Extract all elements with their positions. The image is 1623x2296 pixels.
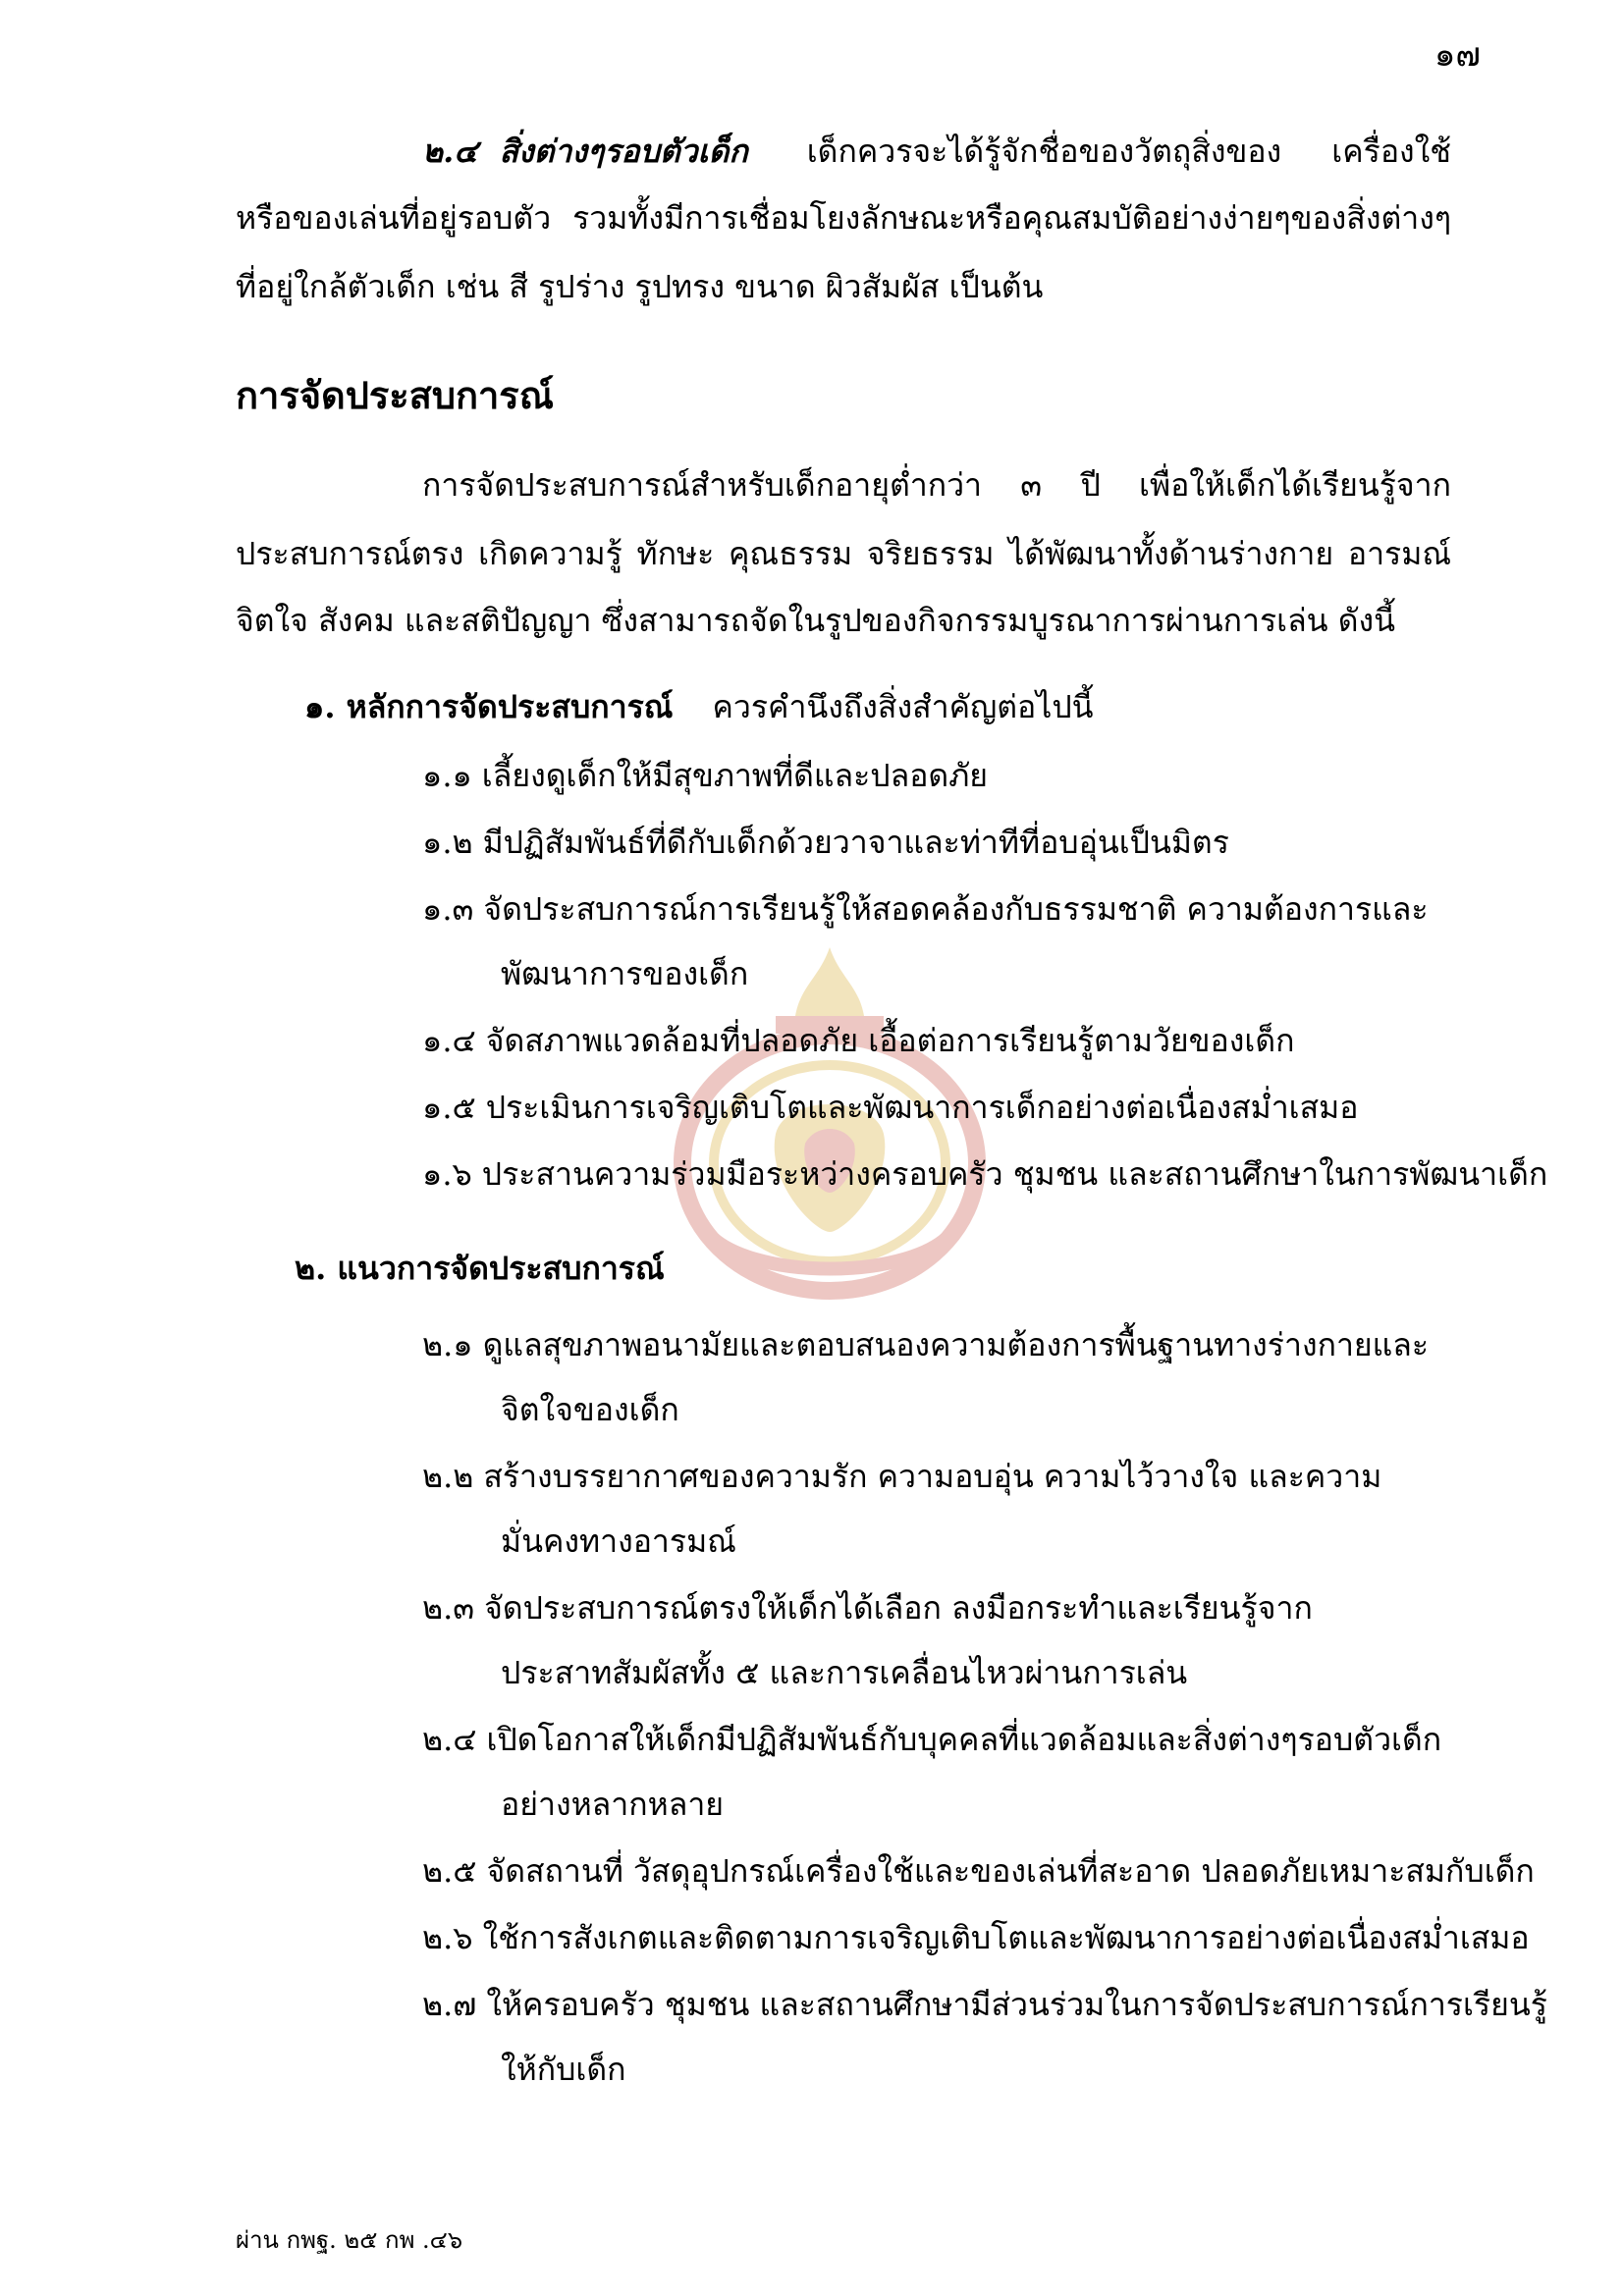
list-item-text: จัดประสบการณ์ตรงให้เด็กได้เลือก ลงมือกระทำและเรียนรู้จาก bbox=[484, 1589, 1313, 1627]
list-item bbox=[422, 1453, 1381, 1500]
paragraph-line-3: จิตใจ สังคม และสติปัญญา ซึ่งสามารถจัดในรูปของกิจกรรมบูรณาการผ่านการเล่น ดังนี้ bbox=[236, 602, 1395, 639]
list-item-text: เลี้ยงดูเด็กให้มีสุขภาพที่ดีและปลอดภัย bbox=[481, 757, 989, 794]
paragraph-line-2: ประสบการณ์ตรง เกิดความรู้ ทักษะ คุณธรรม จริยธรรม ได้พัฒนาทั้งด้านร่างกาย อารมณ์ bbox=[236, 535, 1451, 572]
list-item-continuation: พัฒนาการของเด็ก bbox=[501, 955, 749, 992]
list-item-number: ๑.๖ bbox=[422, 1155, 472, 1193]
list-item-continuation: ให้กับเด็ก bbox=[501, 2051, 626, 2088]
list-item-text: ให้ครอบครัว ชุมชน และสถานศึกษามีส่วนร่วมในการจัดประสบการณ์การเรียนรู้ bbox=[486, 1986, 1547, 2023]
list-item-text: สร้างบรรยากาศของความรัก ความอบอุ่น ความไว้วางใจ และความ bbox=[483, 1458, 1382, 1495]
intro-line-1 bbox=[422, 128, 1451, 175]
intro-line-2: หรือของเล่นที่อยู่รอบตัว รวมทั้งมีการเชื่อมโยงลักษณะหรือคุณสมบัติอย่างง่ายๆของสิ่งต่างๆ bbox=[236, 199, 1451, 237]
list-item bbox=[422, 1321, 1429, 1368]
list-item bbox=[422, 1584, 1313, 1631]
footer-note: ผ่าน กพฐ. ๒๕ กพ .๔๖ bbox=[236, 2226, 463, 2254]
section1-heading-line bbox=[304, 683, 1094, 730]
list-item-number: ๒.๗ bbox=[422, 1986, 477, 2023]
list-item-text: ประเมินการเจริญเติบโตและพัฒนาการเด็กอย่างต่อเนื่องสม่ำเสมอ bbox=[485, 1089, 1359, 1126]
list-item-text: เปิดโอกาสให้เด็กมีปฏิสัมพันธ์กับบุคคลที่แวดล้อมและสิ่งต่างๆรอบตัวเด็ก bbox=[486, 1721, 1442, 1758]
list-item bbox=[422, 1017, 1294, 1064]
intro-line-1-text: เด็กควรจะได้รู้จักชื่อของวัตถุสิ่งของ เครื่องใช้ bbox=[806, 133, 1451, 170]
intro-line-3: ที่อยู่ใกล้ตัวเด็ก เช่น สี รูปร่าง รูปทรง ขนาด ผิวสัมผัส เป็นต้น bbox=[236, 268, 1044, 305]
section2-heading-line bbox=[295, 1245, 665, 1292]
list-item-text: ประสานความร่วมมือระหว่างครอบครัว ชุมชน และสถานศึกษาในการพัฒนาเด็ก bbox=[481, 1155, 1548, 1193]
list-item-number: ๒.๑ bbox=[422, 1326, 473, 1363]
section1-note: ควรคำนึงถึงสิ่งสำคัญต่อไปนี้ bbox=[712, 688, 1094, 725]
page-number: ๑๗ bbox=[1434, 35, 1481, 75]
list-item-number: ๑.๕ bbox=[422, 1089, 476, 1126]
list-item-number: ๒.๓ bbox=[422, 1589, 475, 1627]
list-item-continuation: มั่นคงทางอารมณ์ bbox=[501, 1522, 736, 1560]
list-item bbox=[422, 752, 988, 799]
section1-heading: ๑. หลักการจัดประสบการณ์ bbox=[304, 688, 674, 725]
list-item bbox=[422, 885, 1429, 933]
list-item-text: จัดประสบการณ์การเรียนรู้ให้สอดคล้องกับธรรมชาติ ความต้องการและ bbox=[483, 890, 1429, 928]
intro-number: ๒.๔ bbox=[422, 133, 478, 170]
list-item bbox=[422, 1716, 1441, 1763]
list-item-number: ๑.๑ bbox=[422, 757, 472, 794]
section-heading: การจัดประสบการณ์ bbox=[236, 373, 554, 417]
list-item-number: ๑.๒ bbox=[422, 824, 473, 861]
list-item bbox=[422, 1084, 1358, 1131]
list-item-number: ๑.๓ bbox=[422, 890, 474, 928]
list-item-text: จัดสถานที่ วัสดุอุปกรณ์เครื่องใช้และของเล่นที่สะอาด ปลอดภัยเหมาะสมกับเด็ก bbox=[486, 1852, 1535, 1890]
list-item bbox=[422, 1914, 1530, 1961]
list-item-number: ๒.๔ bbox=[422, 1721, 477, 1758]
list-item bbox=[422, 1847, 1535, 1895]
intro-title: สิ่งต่างๆรอบตัวเด็ก bbox=[499, 133, 748, 170]
paragraph-line-1: การจัดประสบการณ์สำหรับเด็กอายุต่ำกว่า ๓ ปี เพื่อให้เด็กได้เรียนรู้จาก bbox=[422, 466, 1451, 504]
list-item bbox=[422, 1981, 1547, 2028]
list-item-continuation: อย่างหลากหลาย bbox=[501, 1786, 725, 1823]
list-item bbox=[422, 1150, 1547, 1198]
list-item-number: ๒.๕ bbox=[422, 1852, 477, 1890]
list-item-number: ๑.๔ bbox=[422, 1022, 476, 1059]
list-item-continuation: ประสาทสัมผัสทั้ง ๕ และการเคลื่อนไหวผ่านการเล่น bbox=[501, 1654, 1188, 1691]
section2-heading: ๒. แนวการจัดประสบการณ์ bbox=[295, 1250, 665, 1287]
list-item-text: มีปฏิสัมพันธ์ที่ดีกับเด็กด้วยวาจาและท่าทีที่อบอุ่นเป็นมิตร bbox=[482, 824, 1229, 861]
list-item-text: ใช้การสังเกตและติดตามการเจริญเติบโตและพัฒนาการอย่างต่อเนื่องสม่ำเสมอ bbox=[482, 1919, 1530, 1956]
list-item-number: ๒.๒ bbox=[422, 1458, 474, 1495]
list-item-continuation: จิตใจของเด็ก bbox=[501, 1391, 679, 1428]
list-item bbox=[422, 819, 1229, 866]
list-item-number: ๒.๖ bbox=[422, 1919, 473, 1956]
list-item-text: ดูแลสุขภาพอนามัยและตอบสนองความต้องการพื้นฐานทางร่างกายและ bbox=[482, 1326, 1430, 1363]
list-item-text: จัดสภาพแวดล้อมที่ปลอดภัย เอื้อต่อการเรียนรู้ตามวัยของเด็ก bbox=[485, 1022, 1295, 1059]
